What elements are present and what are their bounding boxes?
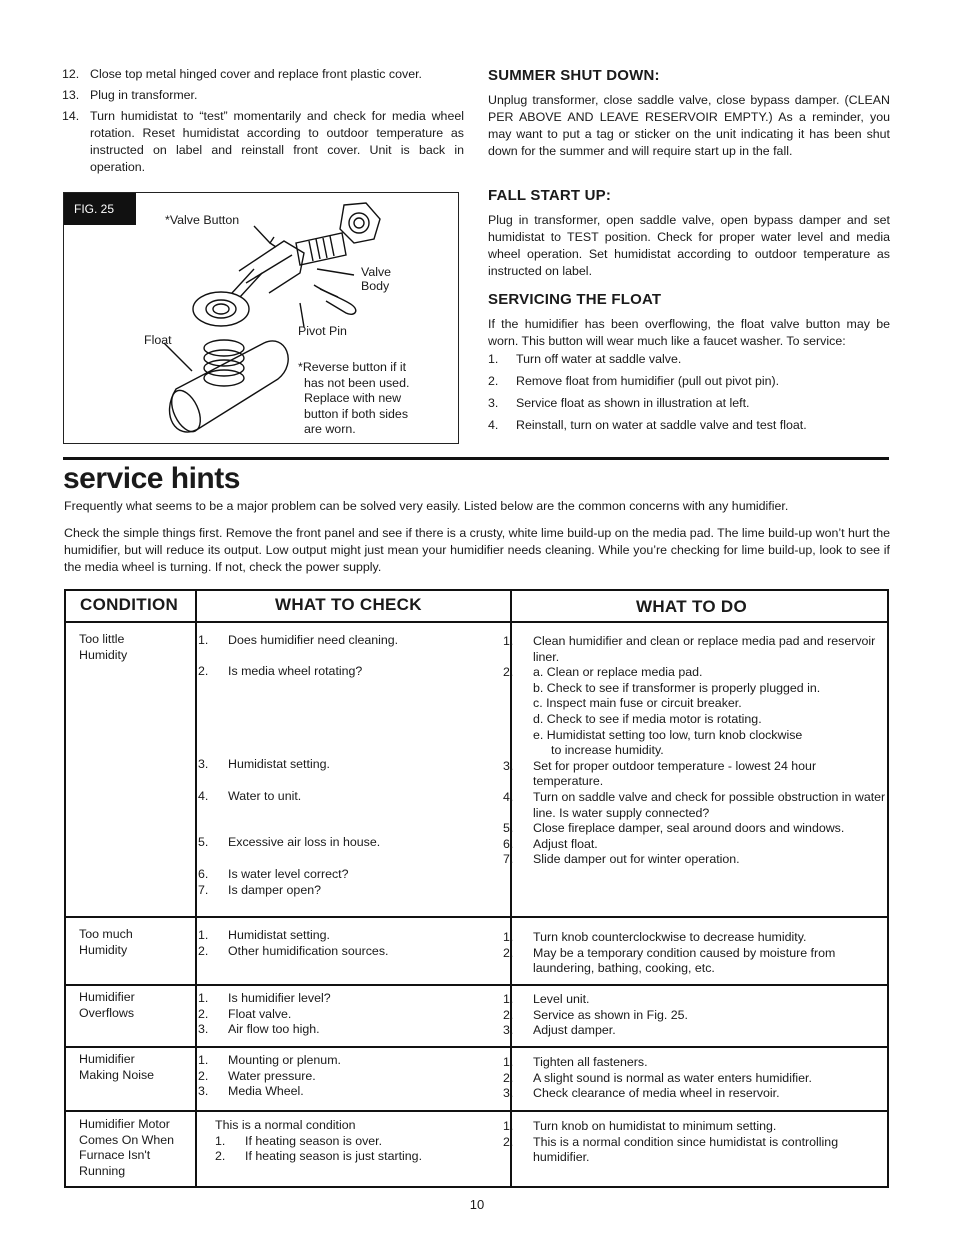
float-label: Float (144, 333, 172, 347)
table-row-condition: Too much Humidity (79, 927, 133, 957)
list-item: 12. Close top metal hinged cover and replace front plastic cover. (62, 67, 422, 81)
section-text: Plug in transformer, open saddle valve, open bypass damper and set humidistat to TEST position. Check for proper water level and media wheel operation. Set humidistat according to outdoor temperature as instructed on label. (488, 213, 890, 278)
section-text: If the humidifier has been overflowing, the float valve button may be worn. This button will wear much like a faucet washer. To service: (488, 317, 890, 348)
float-service-steps (488, 351, 890, 434)
table-row-check: 1. Is humidifier level? 2. Float valve. 3. Air flow too high. (198, 991, 331, 1037)
figure-25 (63, 192, 459, 444)
table-row-condition: Humidifier Making Noise (79, 1052, 155, 1082)
servicing-float-section (488, 291, 890, 439)
section-heading: SUMMER SHUT DOWN: (488, 67, 660, 84)
list-item: 14. Turn humidistat to “test” momentarily and check for media wheel rotation. Reset humidistat according to outdoor temperature as instructed on label and reinstall front cover. Unit is back in operation. (62, 109, 464, 174)
section-heading: FALL START UP: (488, 187, 612, 204)
service-hints-table (64, 589, 889, 1188)
list-item: 4. Reinstall, turn on water at saddle valve and test float. (488, 418, 807, 432)
summer-shutdown-section (488, 67, 890, 160)
service-paragraph: Check the simple things first. Remove the front panel and see if there is a crusty, white lime build-up on the media pad. The lime build-up won’t hurt the humidifier, but will reduce its output. Low output might just mean your humidifier needs cleaning. While you’re checking for lime build-up, look to see if the media wheel is turning. If not, check the power supply. (64, 526, 891, 574)
table-row-todo: 1. Turn knob counterclockwise to decrease humidity. 2. May be a temporary condition caused by moisture from laundering, bathing, cooking, etc. (503, 930, 836, 976)
list-item: 3. Service float as shown in illustration at left. (488, 396, 750, 410)
table-row-todo: 1. Turn knob on humidistat to minimum setting. 2. This is a normal condition since humidistat is controlling humidifier. (503, 1119, 839, 1165)
header-what-to-do: WHAT TO DO (636, 597, 747, 616)
list-item: 13. Plug in transformer. (62, 88, 198, 102)
table-row-check: This is a normal condition 1. If heating season is over. 2. If heating season is just starting. (215, 1118, 423, 1164)
table-row-todo: 1. Level unit. 2. Service as shown in Fig. 25. 3. Adjust damper. (503, 992, 688, 1038)
list-item: 2. Remove float from humidifier (pull out pivot pin). (488, 374, 780, 388)
section-heading: SERVICING THE FLOAT (488, 291, 662, 308)
table-row-condition: Too little Humidity (79, 632, 128, 662)
reverse-button-note: *Reverse button if it has not been used. Replace with new button if both sides are worn. (298, 360, 410, 436)
table-row-check: 1. Humidistat setting. 2. Other humidification sources. (198, 928, 389, 958)
section-text: Unplug transformer, close saddle valve, close bypass damper. (CLEAN PER ABOVE AND LEAVE RESERVOIR EMPTY.) As a reminder, you may want to put a tag or sticker on the unit indicating it has been shut down for the summer and will require start up in the fall. (488, 93, 890, 158)
service-intro: Frequently what seems to be a major problem can be solved very easily. Listed below are the common concerns with any humidifier. (64, 499, 789, 513)
pivot-pin-label: Pivot Pin (298, 324, 347, 338)
fall-startup-section (488, 187, 890, 280)
header-what-to-check: WHAT TO CHECK (275, 595, 422, 614)
list-item: 1. Turn off water at saddle valve. (488, 352, 682, 366)
service-hints-title: service hints (63, 462, 240, 495)
header-condition: CONDITION (80, 595, 179, 614)
valve-button-label: *Valve Button (165, 213, 240, 227)
valve-body-label-line2: Body (361, 279, 390, 293)
left-steps-list (62, 66, 464, 180)
page-number: 10 (469, 1197, 485, 1212)
valve-body-label-line1: Valve (361, 265, 392, 279)
table-row-condition: Humidifier Overflows (79, 990, 135, 1020)
table-row-todo: 1. Clean humidifier and clean or replace media pad and reservoir liner. 2. a. Clean or replace media pad. b. Check to see if transformer is properly plugged in. c. Inspect main fuse or circuit breaker. d. Check to see if media motor is rotating. e. Humidistat setting too low, turn knob clockwise to increase humidity. 3. Set for proper outdoor temperature - lowest 24 hour temperature. 4. Turn on saddle valve and check for possible obstruction in water line. Is water supply connected? 5. Close fireplace damper, seal around doors and windows. 6. Adjust float. 7. Slide damper out for winter operation. (503, 634, 886, 867)
table-row-todo: 1. Tighten all fasteners. 2. A slight sound is normal as water enters humidifier. 3. Check clearance of media wheel in reservoir. (503, 1055, 812, 1101)
table-row-check: 1. Mounting or plenum. 2. Water pressure. 3. Media Wheel. (198, 1053, 341, 1099)
table-row-check: 1. Does humidifier need cleaning. 2. Is media wheel rotating? 3. Humidistat setting. 4. Water to unit. 5. Excessive air loss in house. 6. Is water level correct? 7. Is damper open? (198, 633, 399, 897)
table-row-condition: Humidifier Motor Comes On When Furnace Isn't Running (79, 1117, 175, 1178)
figure-tag: FIG. 25 (64, 193, 136, 225)
